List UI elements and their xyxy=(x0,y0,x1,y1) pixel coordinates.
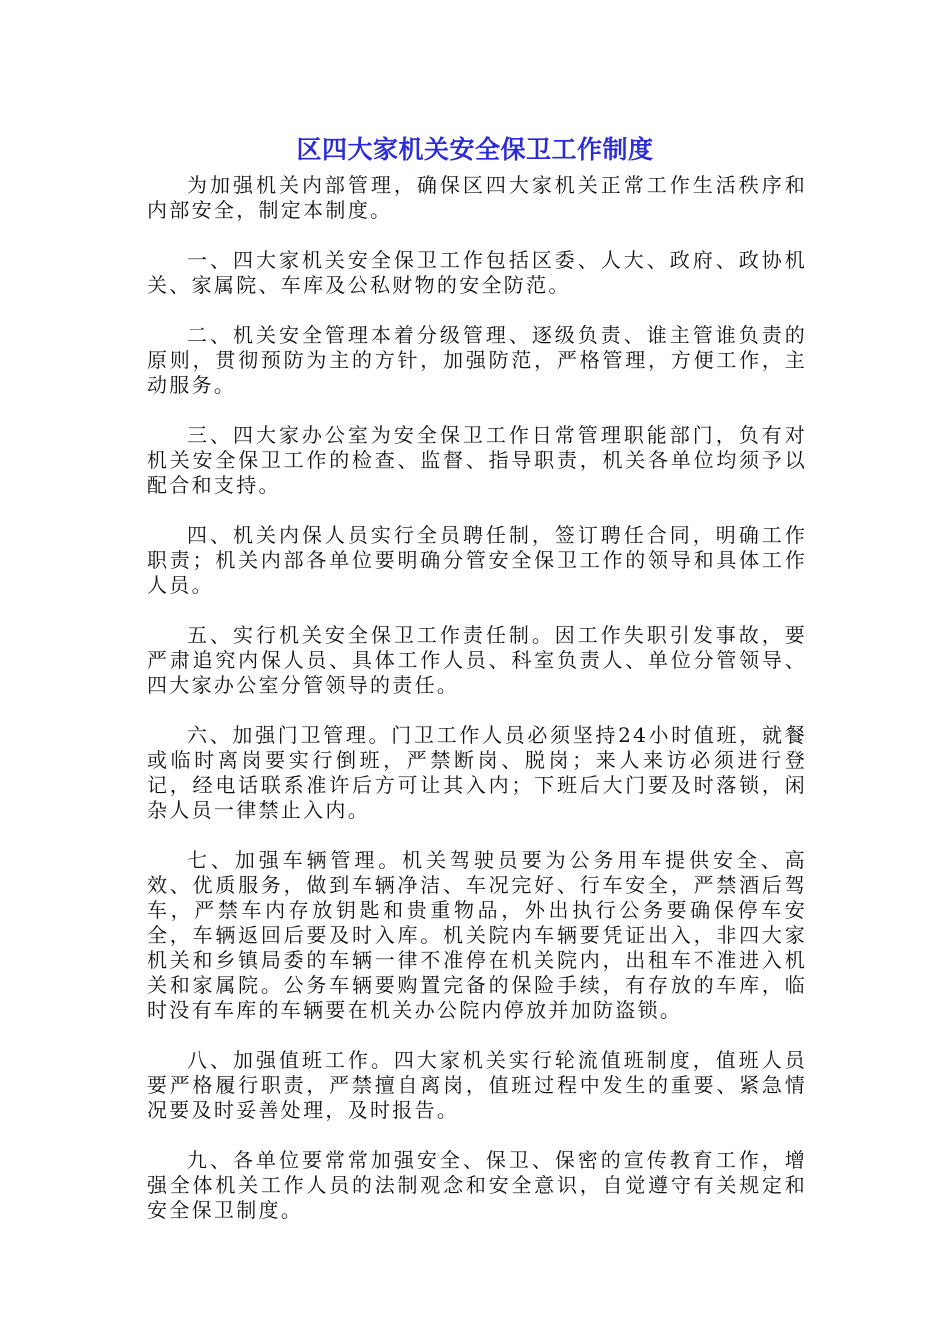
document-title: 区四大家机关安全保卫工作制度 xyxy=(296,135,654,164)
paragraph-9: 九、各单位要常常加强安全、保卫、保密的宣传教育工作，增强全体机关工作人员的法制观念和安全意识，自觉遵守有关规定和安全保卫制度。 xyxy=(147,1148,807,1222)
document-body xyxy=(147,173,807,1248)
paragraph-3: 三、四大家办公室为安全保卫工作日常管理职能部门，负有对机关安全保卫工作的检查、监督、指导职责，机关各单位均须予以配合和支持。 xyxy=(147,423,807,497)
paragraph-4: 四、机关内保人员实行全员聘任制，签订聘任合同，明确工作职责；机关内部各单位要明确分管安全保卫工作的领导和具体工作人员。 xyxy=(147,523,807,597)
paragraph-1: 一、四大家机关安全保卫工作包括区委、人大、政府、政协机关、家属院、车库及公私财物的安全防范。 xyxy=(147,248,807,297)
paragraph-8: 八、加强值班工作。四大家机关实行轮流值班制度，值班人员要严格履行职责，严禁擅自离岗，值班过程中发生的重要、紧急情况要及时妥善处理，及时报告。 xyxy=(147,1048,807,1122)
paragraph-7: 七、加强车辆管理。机关驾驶员要为公务用车提供安全、高效、优质服务，做到车辆净洁、车况完好、行车安全，严禁酒后驾车，严禁车内存放钥匙和贵重物品，外出执行公务要确保停车安全，车辆返回后要及时入库。机关院内车辆要凭证出入，非四大家机关和乡镇局委的车辆一律不准停在机关院内，出租车不准进入机关和家属院。公务车辆要购置完备的保险手续，有存放的车库，临时没有车库的车辆要在机关办公院内停放并加防盗锁。 xyxy=(147,848,807,1022)
paragraph-6: 六、加强门卫管理。门卫工作人员必须坚持24小时值班，就餐或临时离岗要实行倒班，严禁断岗、脱岗；来人来访必须进行登记，经电话联系准许后方可让其入内；下班后大门要及时落锁，闲杂人员一律禁止入内。 xyxy=(147,723,807,822)
paragraph-intro: 为加强机关内部管理，确保区四大家机关正常工作生活秩序和内部安全，制定本制度。 xyxy=(147,173,807,222)
paragraph-5: 五、实行机关安全保卫工作责任制。因工作失职引发事故，要严肃追究内保人员、具体工作人员、科室负责人、单位分管领导、四大家办公室分管领导的责任。 xyxy=(147,623,807,697)
paragraph-2: 二、机关安全管理本着分级管理、逐级负责、谁主管谁负责的原则，贯彻预防为主的方针，加强防范，严格管理，方便工作，主动服务。 xyxy=(147,323,807,397)
